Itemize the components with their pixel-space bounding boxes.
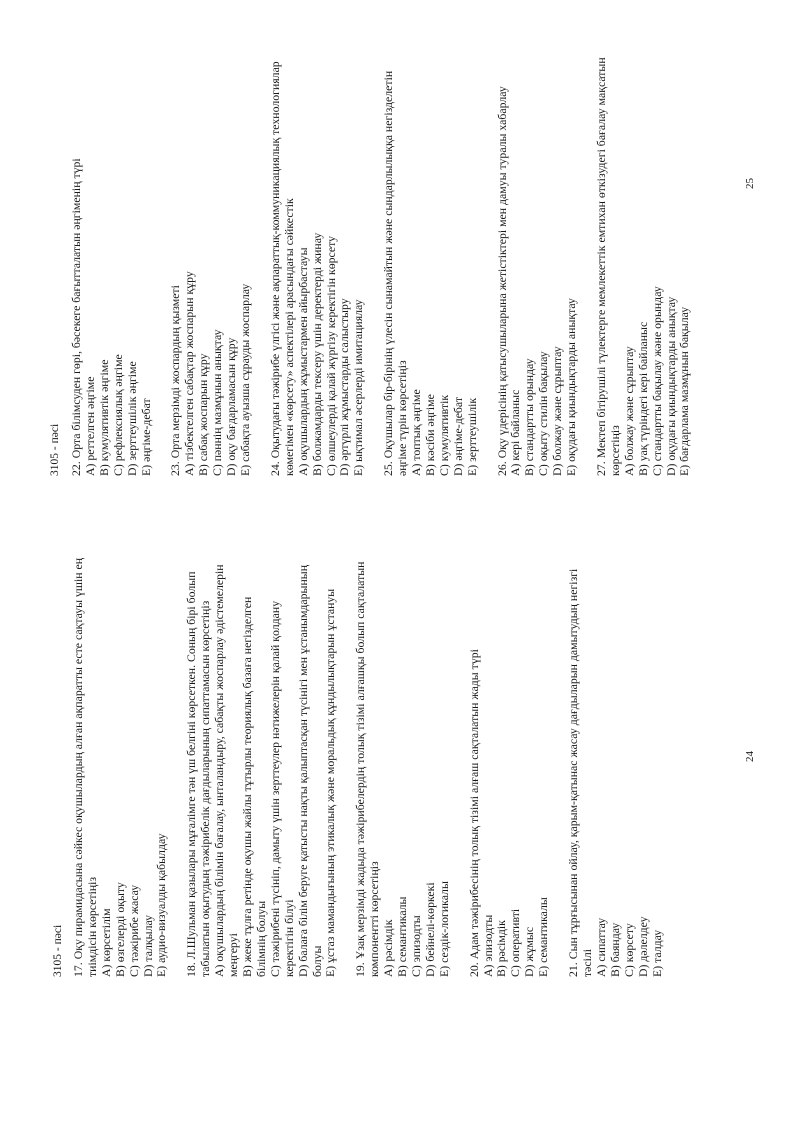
option-d: D) зерттеушілік әңгіме <box>124 361 139 476</box>
option-e: Е) бағдарлама мазмұнын бақылау <box>677 306 692 476</box>
option-d: D) дәлелдеу <box>635 916 650 977</box>
question-25 <box>382 56 479 476</box>
option-d: D) болжау және сұрыптау <box>550 346 565 476</box>
question-text: 21. Сын тұрғысынан ойлау, қарым-қатынас жасау дағдыларын дамытудың негізгі тәсілі <box>566 568 594 977</box>
option-e: Е) аудио-визуалды қабылдау <box>154 833 169 977</box>
page-number: 25 <box>744 178 756 189</box>
question-27 <box>595 56 692 476</box>
option-a: А) сипаттау <box>593 917 608 977</box>
question-24 <box>269 56 366 476</box>
question-26 <box>496 56 579 476</box>
option-d: D) оқу бағдарламасын құру <box>224 337 239 476</box>
question-text: 25. Оқушылар бір-бірінің үлесін сынамайтын және сындарлылыққа негізделетін әңгіме түрін көрсетіңіз <box>381 70 410 476</box>
option-a: А) кері байланыс <box>508 389 523 476</box>
option-a: А) реттелген әңгіме <box>82 376 97 476</box>
page-fold-divider <box>0 565 800 566</box>
option-a: А) топтық әңгіме <box>409 389 424 476</box>
option-c: С) стандартты бақылау және орындау <box>649 286 664 476</box>
page-right <box>0 0 800 565</box>
question-text: 22. Орта білімсуден гөрі, бәсекеге бағытталатын әңгіменің түрі <box>69 158 83 476</box>
option-b: В) өзгелерді оқыту <box>112 882 127 977</box>
option-b: В) стандартты орындау <box>522 358 537 476</box>
option-e: Е) ұстаз мамандығының этикалық және моральдық құндылықтарын ұстануы <box>323 588 338 977</box>
option-c: С) тәжірибені түсініп, дамыту үшін зерттеулер нәтижелерін қалай қолдану керектігін білуі <box>267 600 296 977</box>
question-text: 20. Адам тәжірибесінің толық тізімі алғаш сақталатын жады түрі <box>466 649 481 977</box>
option-b: В) болжамдарды тексеру үшін деректерді жинау <box>309 232 324 476</box>
option-a: А) рәсімдік <box>381 919 396 977</box>
page-header: 3105 - пәсі <box>52 924 64 977</box>
question-text: 27. Мектеп бітірушілі түлектерге мемлекеттік емтихан өткізудегі бағалау мақсатын көрсетіңіз <box>594 57 622 476</box>
option-c: С) кумулятивтік <box>436 394 451 476</box>
option-e: Е) әңгіме-дебат <box>138 398 153 476</box>
option-e: Е) сездік-логикалы <box>436 881 451 977</box>
question-text: 19. Ұзақ мерзімді жадыда тәжірибелердің толық тізімі алғашқы болып сақталатын компонентті көрсетіңіз <box>353 561 382 977</box>
question-17 <box>72 557 169 977</box>
option-c: С) өлшеулерді қалай жүргізу керектігін көрсету <box>323 235 338 476</box>
question-19 <box>354 557 451 977</box>
option-c: С) рефлексиялық әңгіме <box>110 354 125 476</box>
option-b: В) баяндау <box>607 922 622 977</box>
question-text: 23. Орта мерзімді жоспардың қызметі <box>168 285 183 476</box>
option-d: D) балаға білім беруге қатысты нақты қалыптасқан түсінігі мен ұстанымдарының болуы <box>295 564 324 977</box>
option-c: С) оқыту стилін бақылау <box>536 351 551 476</box>
option-c: С) тәжірибе жасау <box>126 884 141 977</box>
option-d: D) әртүрлі жұмыстарды салыстыру <box>337 298 352 476</box>
option-b: В) семантикалы <box>395 896 410 977</box>
option-b: В) кумулятивтік әңгіме <box>96 359 111 476</box>
option-a: А) оқушылардың білімін бағалау, ынталандыру, сабақты жоспарлау әдістемелерін меңгеруі <box>212 564 241 977</box>
option-a: А) болжау және сұрыптау <box>621 346 636 476</box>
option-c: С) көрсету <box>621 923 636 977</box>
option-e: Е) зерттеушілік <box>464 397 479 476</box>
option-a: А) көрсетілім <box>98 908 113 977</box>
question-text: 17. Оқу пирамидасына сәйкес оқушылардың алған ақпаратты есте сақтауы үшін ең тиімдісін көрсетіңіз <box>71 557 99 977</box>
question-text: 24. Оқытудағы тәжірибе үлгісі және ақпараттық-коммуникациялық технологиялар көмегімен «көрсету» аспектілері арасындағы сәйкестік <box>267 61 296 476</box>
option-e: Е) ықтимал әсерлерді имитациялау <box>351 299 366 476</box>
question-18 <box>185 557 338 977</box>
question-21 <box>567 557 664 977</box>
option-d: D) жұмыс <box>522 926 537 977</box>
question-column <box>70 56 708 476</box>
option-c: С) пәннің мазмұнын анықтау <box>210 329 225 476</box>
option-c: С) оперативті <box>508 908 523 977</box>
option-c: С) эпизодты <box>408 915 423 977</box>
page-number: 24 <box>744 751 756 762</box>
question-20 <box>468 557 551 977</box>
option-e: Е) семантикалы <box>536 897 551 977</box>
question-column <box>72 557 680 977</box>
option-b: В) кәсіби әңгіме <box>422 394 437 476</box>
question-text: 26. Оқу үдерісінің қатысушыларына жетістіктері мен дамуы туралы хабарлау <box>494 86 509 476</box>
option-d: D) талқылау <box>140 914 155 977</box>
option-d: D) оқудағы қиындықтарды анықтау <box>663 296 678 476</box>
page-header: 3105 - пәсі <box>49 423 61 476</box>
option-a: А) тізбектелген сабақтар жоспарын құру <box>182 271 197 476</box>
option-b: В) уақ түріндегі кері байланыс <box>635 321 650 476</box>
question-22 <box>70 56 153 476</box>
option-a: А) оқушылардың жұмыстармен айырбастауы <box>295 247 310 476</box>
question-text: 18. Л.Шульман қазылары мұғалімге тән үш белгіні көрсеткен. Соның бірі болып табылатын оқытудың тәжірибелік дағдыларының сипаттамасын көрсетіңіз <box>184 571 213 977</box>
option-e: Е) талдау <box>649 929 664 977</box>
page-left <box>0 557 800 1131</box>
question-23 <box>169 56 252 476</box>
option-a: А) эпизодты <box>480 914 495 977</box>
option-b: В) рәсімдік <box>494 920 509 977</box>
option-d: D) бейнелі-көркекі <box>422 882 437 977</box>
option-e: Е) оқудағы қиындықтарды анықтау <box>564 298 579 476</box>
option-b: В) жеке тұлға ретінде оқушы жайлы тұтырлы теориялық базаға негізделген білімнің болуы <box>239 596 268 977</box>
option-d: D) әңгіме-дебат <box>450 396 465 476</box>
option-e: Е) сабақта ауызша сұрауды жоспарлау <box>237 283 252 476</box>
option-b: В) сабақ жоспарын құру <box>196 353 211 476</box>
